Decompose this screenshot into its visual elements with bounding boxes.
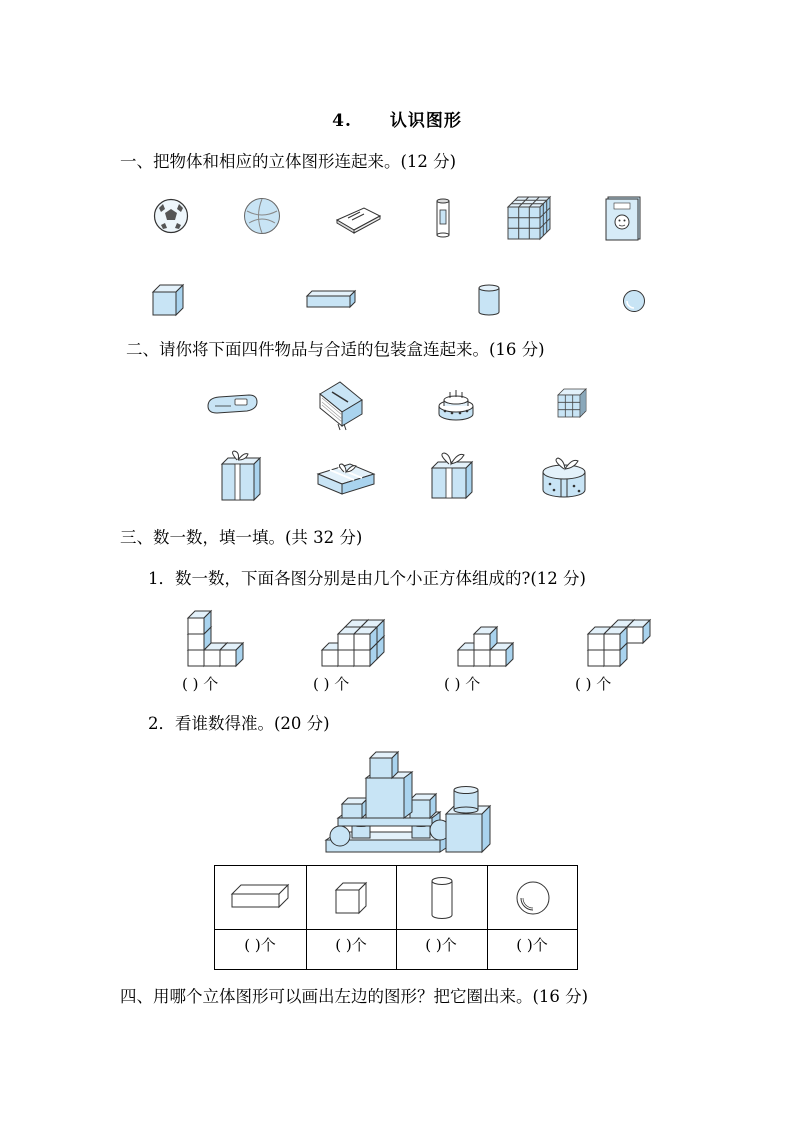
cube-table-icon: [335, 882, 367, 914]
count-table: [214, 865, 578, 970]
unit-cube: [474, 627, 497, 650]
unit-cube: [627, 620, 650, 643]
section1-heading: 一、把物体和相应的立体图形连起来。(12 分): [120, 152, 457, 171]
title-number: 4.: [332, 111, 352, 131]
answer-blank-3[interactable]: ( ) 个: [444, 675, 481, 693]
block-building-illustration: [324, 748, 494, 858]
cylinder-can-icon: [436, 198, 450, 238]
table-blank-sphere[interactable]: ( )个: [516, 936, 548, 954]
unit-cube: [354, 627, 377, 650]
cube-stack-4: [578, 606, 658, 670]
question1-text: 1．数一数，下面各图分别是由几个小正方体组成的?(12 分): [148, 569, 586, 588]
section2-heading: 二、请你将下面四件物品与合适的包装盒连起来。(16 分): [126, 340, 545, 359]
cube-shape-icon: [152, 284, 184, 316]
sphere-table-icon: [515, 880, 551, 916]
title-text: 认识图形: [389, 111, 462, 131]
cuboid-table-icon: [231, 884, 289, 908]
unit-cube: [188, 611, 211, 634]
answer-blank-2[interactable]: ( ) 个: [313, 675, 350, 693]
answer-blank-1[interactable]: ( ) 个: [182, 675, 219, 693]
cube-stack-3: [448, 606, 528, 670]
birthday-cake-icon: [436, 388, 476, 422]
gift-box-round-icon: [540, 456, 588, 500]
cylinder-shape-icon: [477, 284, 501, 316]
gift-box-cube-icon: [430, 452, 476, 500]
answer-blank-4[interactable]: ( ) 个: [575, 675, 612, 693]
cube-stack-1: [178, 606, 258, 670]
dictionary-book-icon: [318, 380, 364, 430]
gift-box-flat-icon: [316, 460, 376, 496]
small-rubiks-cube-icon: [557, 388, 587, 418]
page-title: [0, 106, 794, 131]
book-icon: [605, 195, 643, 241]
cuboid-shape-icon: [306, 290, 356, 308]
cube-stack-2: [312, 606, 392, 670]
unit-cube: [220, 643, 243, 666]
soccer-ball-icon: [153, 198, 189, 234]
gift-box-tall-icon: [218, 450, 262, 502]
basketball-icon: [243, 197, 281, 235]
sphere-shape-icon: [622, 289, 646, 313]
unit-cube: [604, 627, 627, 650]
question2-text: 2．看谁数得准。(20 分): [148, 714, 330, 733]
table-blank-cuboid[interactable]: ( )个: [244, 936, 276, 954]
remote-car-key-icon: [205, 392, 259, 416]
section4-heading: 四、用哪个立体图形可以画出左边的图形？把它圈出来。(16 分): [120, 987, 589, 1006]
pencil-box-icon: [334, 200, 382, 234]
table-blank-cylinder[interactable]: ( )个: [425, 936, 457, 954]
table-blank-cube[interactable]: ( )个: [335, 936, 367, 954]
cylinder-table-icon: [430, 876, 454, 920]
rubiks-cube-icon: [506, 195, 552, 241]
section3-heading: 三、数一数，填一填。(共 32 分): [120, 528, 363, 547]
